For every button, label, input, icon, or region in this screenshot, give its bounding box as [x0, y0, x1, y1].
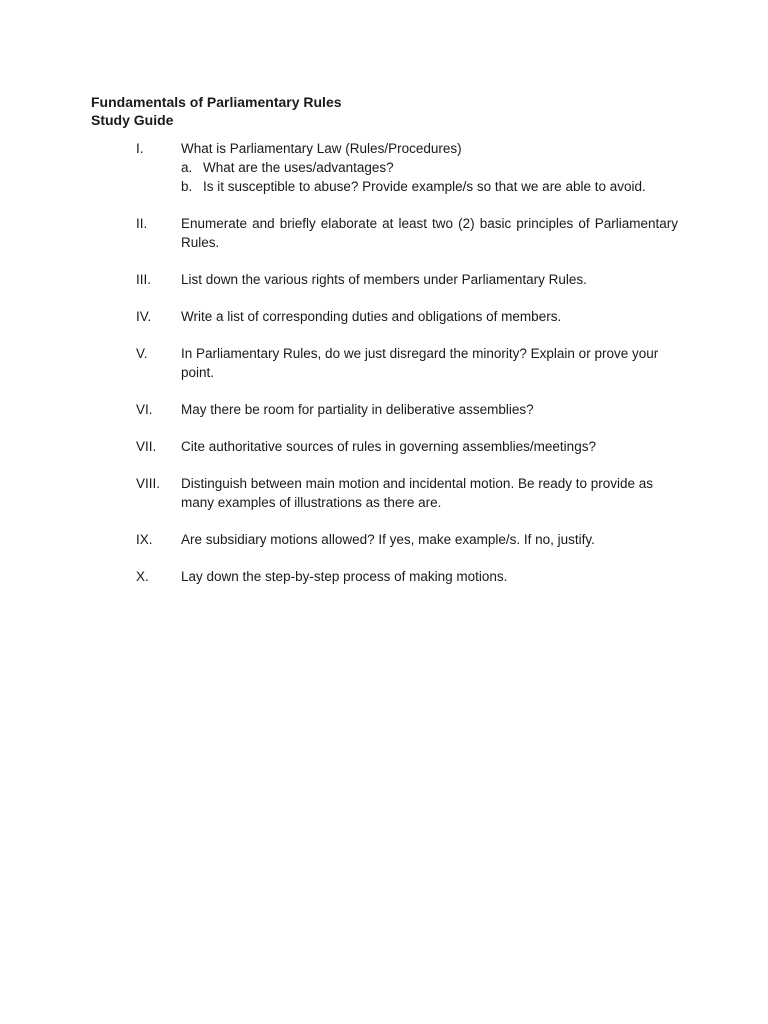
item-number: II. [136, 216, 148, 231]
list-item [136, 530, 678, 549]
item-number: I. [136, 141, 144, 156]
item-text: Cite authoritative sources of rules in governing assemblies/meetings? [181, 439, 596, 454]
list-item [136, 344, 678, 382]
list-item [136, 307, 678, 326]
item-number: VIII. [136, 476, 161, 491]
item-text: Lay down the step-by-step process of making motions. [181, 569, 508, 584]
document-subtitle: Study Guide [91, 112, 174, 128]
sub-item-letter: b. [181, 179, 193, 194]
item-text: Write a list of corresponding duties and obligations of members. [181, 309, 562, 324]
item-number: IV. [136, 309, 152, 324]
list-item [136, 214, 678, 252]
item-number: IX. [136, 532, 153, 547]
list-item [136, 567, 678, 586]
item-text: Enumerate and briefly elaborate at least two (2) basic principles of Parliamentary Rules. [181, 216, 678, 250]
item-text: May there be room for partiality in deliberative assemblies? [181, 402, 534, 417]
document-title: Fundamentals of Parliamentary Rules [91, 94, 342, 110]
sub-item-letter: a. [181, 160, 193, 175]
sub-item-text: What are the uses/advantages? [203, 160, 394, 175]
list-item [136, 139, 678, 196]
item-number: VI. [136, 402, 153, 417]
item-text: What is Parliamentary Law (Rules/Procedures) [181, 141, 462, 156]
list-item [136, 474, 678, 512]
item-number: VII. [136, 439, 157, 454]
list-item [136, 270, 678, 289]
title-block [91, 93, 342, 129]
item-number: X. [136, 569, 149, 584]
list-item [136, 437, 678, 456]
sub-item [181, 158, 678, 177]
item-number: III. [136, 272, 152, 287]
list-item [136, 400, 678, 419]
question-list [136, 139, 678, 604]
item-number: V. [136, 346, 148, 361]
sub-item [181, 177, 678, 196]
sub-item-text: Is it susceptible to abuse? Provide example/s so that we are able to avoid. [203, 179, 646, 194]
item-text: Distinguish between main motion and incidental motion. Be ready to provide as many examples of illustrations as there are. [181, 476, 654, 510]
item-text: Are subsidiary motions allowed? If yes, make example/s. If no, justify. [181, 532, 595, 547]
item-text: List down the various rights of members under Parliamentary Rules. [181, 272, 587, 287]
item-text: In Parliamentary Rules, do we just disregard the minority? Explain or prove your point. [181, 346, 659, 380]
